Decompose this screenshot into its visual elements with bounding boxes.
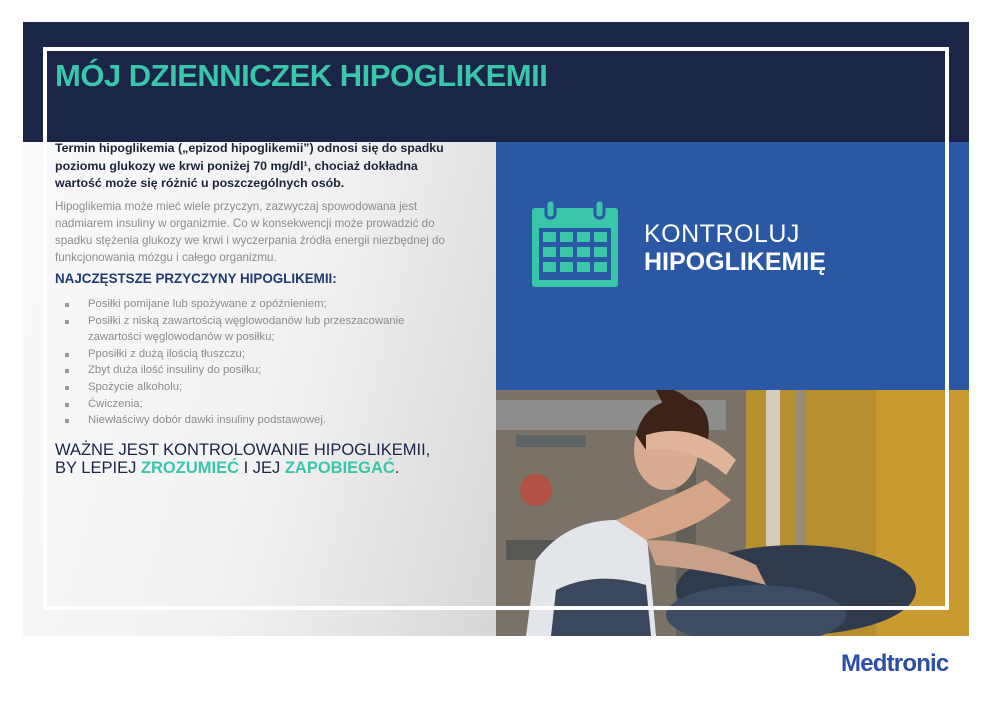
calendar-icon <box>529 198 621 290</box>
photo-illustration <box>496 390 969 636</box>
causes-list <box>65 296 450 429</box>
list-item: Spożycie alkoholu; <box>65 379 450 396</box>
callout-line1: KONTROLUJ <box>644 220 800 248</box>
woman-exercising-photo <box>496 390 969 636</box>
causes-heading: NAJCZĘSTSZE PRZYCZYNY HIPOGLIKEMII: <box>55 271 337 286</box>
list-item: Ćwiczenia; <box>65 396 450 413</box>
cta-highlight-understand: ZROZUMIEĆ <box>140 458 239 477</box>
cta-text: WAŻNE JEST KONTROLOWANIE HIPOGLIKEMII, BY LEPIEJ <box>55 441 431 477</box>
callout-line2: HIPOGLIKEMIĘ <box>644 248 826 276</box>
list-item: Pposiłki z dużą ilością tłuszczu; <box>65 346 450 363</box>
brand-logo: Medtronic <box>841 650 949 677</box>
list-item: Posiłki z niską zawartością węglowodanów lub przeszacowanie zawartości węglowodanów w posiłku; <box>65 313 450 346</box>
body-text: Hipoglikemia może mieć wiele przyczyn, zazwyczaj spowodowana jest nadmiarem insuliny w organizmie. Co w konsekwencji może prowadzić do spadku stężenia glukozy we krwi i wyczerpania źródła energii niezbędnej do funkcjonowania mózgu i całego organizmu. <box>55 200 445 264</box>
list-item: Niewłaściwy dobór dawki insuliny podstawowej. <box>65 412 450 429</box>
cta-highlight-prevent: ZAPOBIEGAĆ <box>284 458 395 477</box>
list-item: Posiłki pomijane lub spożywane z opóźnieniem; <box>65 296 450 313</box>
call-to-action <box>55 442 455 477</box>
list-item: Zbyt duża ilość insuliny do posiłku; <box>65 362 450 379</box>
page-title: MÓJ DZIENNICZEK HIPOGLIKEMII <box>55 58 548 93</box>
intro-text: Termin hipoglikemia („epizod hipoglikemii”) odnosi się do spadku poziomu glukozy we krwi poniżej 70 mg/dl¹, chociaż dokładna wartość może się różnić u poszczególnych osób. <box>55 141 444 190</box>
cta-text: I JEJ <box>239 458 285 477</box>
cta-text: . <box>394 458 400 477</box>
